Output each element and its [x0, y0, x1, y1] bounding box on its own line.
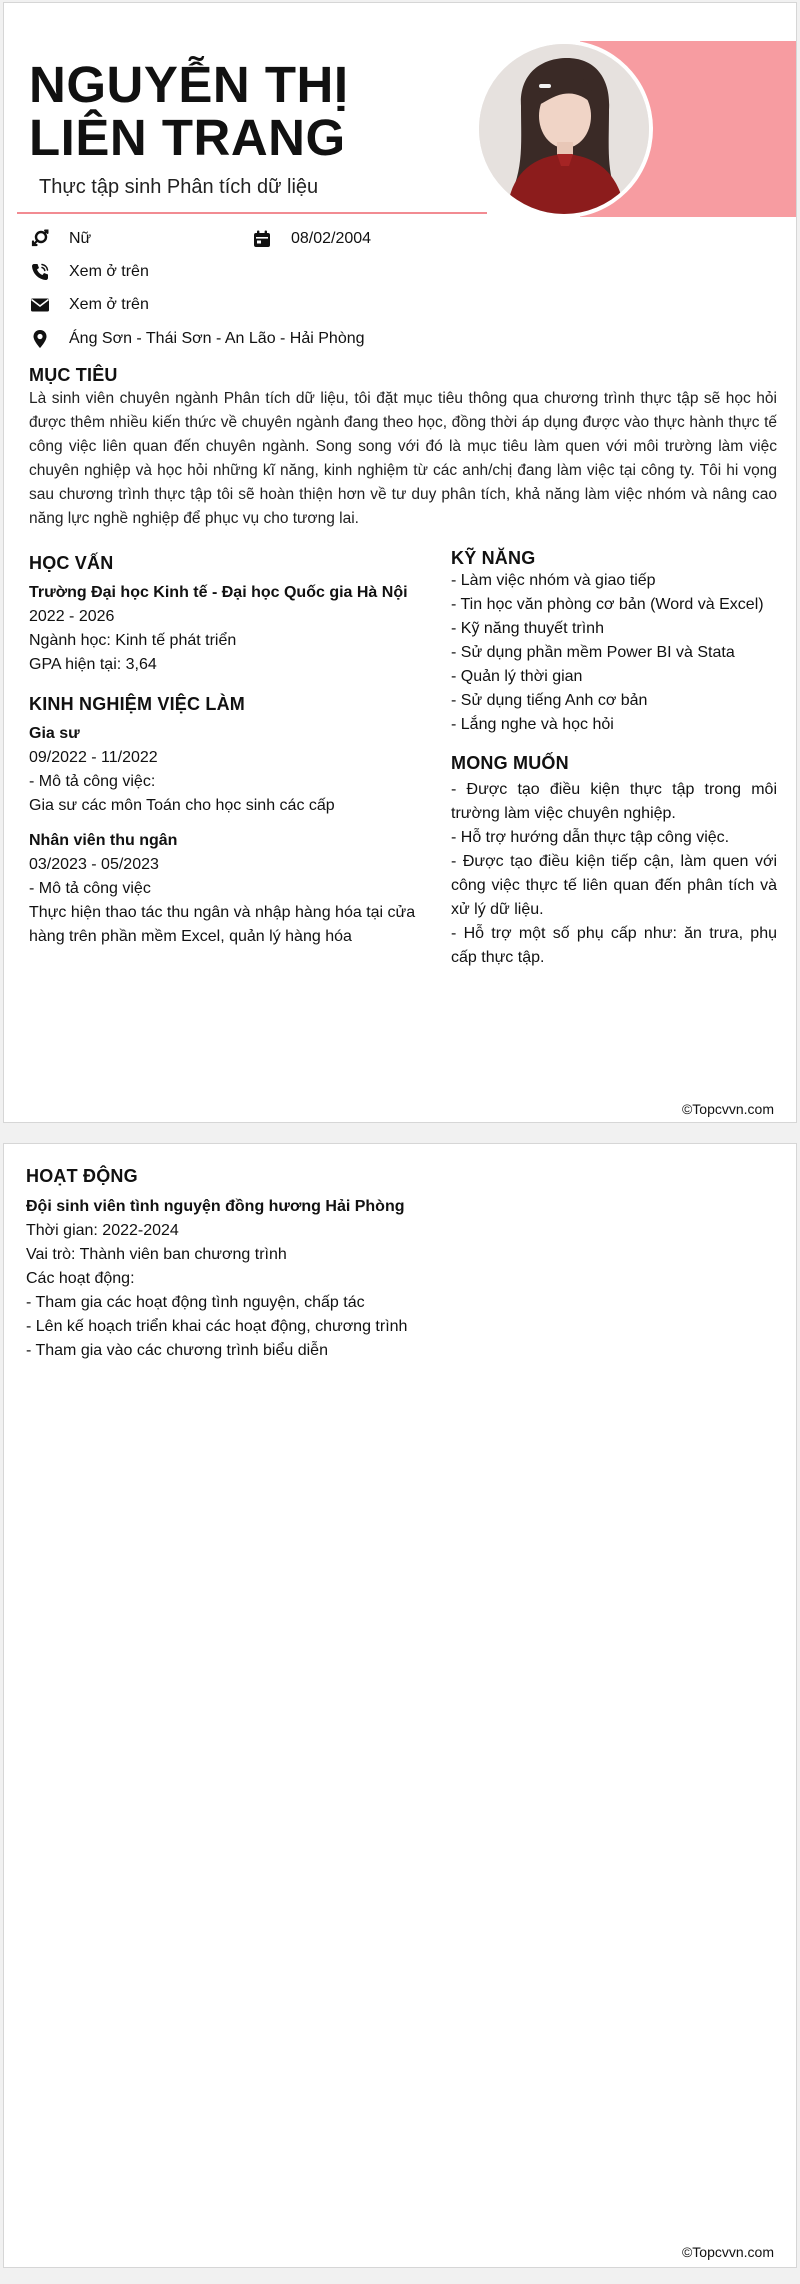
- skill-item: - Kỹ năng thuyết trình: [451, 620, 604, 637]
- envelope-icon: [29, 294, 51, 316]
- avatar: [479, 44, 649, 214]
- objective-title: MỤC TIÊU: [29, 365, 118, 385]
- footer-brand: ©Topcvvn.com: [681, 1101, 774, 1117]
- cv-page-1: [3, 2, 797, 1123]
- avatar-photo: [479, 44, 649, 214]
- activity-item: - Tham gia các hoạt động tình nguyện, chấp tác: [26, 1294, 365, 1311]
- birthday-value: 08/02/2004: [291, 230, 372, 247]
- objective-text: Là sinh viên chuyên ngành Phân tích dữ liệu, tôi đặt mục tiêu thông qua chương trình thực tập sẽ học hỏi được thêm nhiều kiến thức về chuyên ngành đang theo học, đồng thời áp dụng được vào thực hành thực tế công việc liên quan đến chuyên ngành. Song song với đó là mục tiêu làm quen với môi trường làm việc chuyên nghiệp và học hỏi những kĩ năng, kinh nghiệm từ các anh/chị đang làm việc tại công ty. Tôi hi vọng sau chương trình thực tập tôi sẽ hoàn thiện hơn về tư duy phân tích, khả năng làm việc nhóm và nâng cao năng lực nghề nghiệp để phục vụ cho tương lai.: [29, 390, 777, 527]
- job-role: Nhân viên thu ngân: [29, 832, 178, 849]
- job-period: 09/2022 - 11/2022: [29, 749, 158, 766]
- cv-page-2: [3, 1143, 797, 2268]
- email-value: Xem ở trên: [69, 296, 149, 313]
- activity-org: Đội sinh viên tình nguyện đồng hương Hải Phòng: [26, 1198, 405, 1215]
- job-desc: Gia sư các môn Toán cho học sinh các cấp: [29, 797, 335, 814]
- education-period: 2022 - 2026: [29, 608, 115, 625]
- skills-list: [451, 569, 779, 737]
- activity-item: - Lên kế hoạch triển khai các hoạt động, chương trình: [26, 1318, 408, 1335]
- contact-phone: [29, 261, 149, 283]
- candidate-name: NGUYỄN THỊ LIÊN TRANG: [29, 56, 349, 166]
- job-desc-label: - Mô tả công việc: [29, 880, 151, 897]
- candidate-position: Thực tập sinh Phân tích dữ liệu: [39, 176, 319, 198]
- wishes-list: [451, 778, 777, 970]
- job-desc-label: - Mô tả công việc:: [29, 773, 156, 790]
- address-value: Áng Sơn - Thái Sơn - An Lão - Hải Phòng: [69, 330, 365, 347]
- education-title: HỌC VẤN: [29, 553, 114, 573]
- activity-list-label: Các hoạt động:: [26, 1270, 135, 1287]
- contact-email: [29, 294, 149, 316]
- name-divider: [17, 212, 487, 214]
- job-role: Gia sư: [29, 725, 80, 742]
- wish-item: - Hỗ trợ hướng dẫn thực tập công việc.: [451, 829, 730, 846]
- footer-brand: ©Topcvvn.com: [681, 2244, 774, 2260]
- experience-block: [29, 722, 429, 949]
- wish-item: - Được tạo điều kiện tiếp cận, làm quen với công việc thực tế liên quan đến phân tích và xử lý dữ liệu.: [451, 853, 777, 918]
- job-item: [29, 722, 429, 818]
- education-major: Ngành học: Kinh tế phát triển: [29, 632, 237, 649]
- skill-item: - Lắng nghe và học hỏi: [451, 716, 614, 733]
- skill-item: - Làm việc nhóm và giao tiếp: [451, 572, 656, 589]
- skill-item: - Sử dụng phần mềm Power BI và Stata: [451, 644, 735, 661]
- contact-birthday: [251, 228, 371, 250]
- education-gpa: GPA hiện tại: 3,64: [29, 656, 157, 673]
- contact-address: [29, 328, 365, 350]
- wish-item: - Hỗ trợ một số phụ cấp như: ăn trưa, phụ cấp thực tập.: [451, 925, 777, 966]
- wish-item: - Được tạo điều kiện thực tập trong môi trường làm việc chuyên nghiệp.: [451, 781, 777, 822]
- skill-item: - Sử dụng tiếng Anh cơ bản: [451, 692, 648, 709]
- activities-block: [26, 1195, 626, 1363]
- map-pin-icon: [29, 328, 51, 350]
- gender-icon: [29, 228, 51, 250]
- education-school: Trường Đại học Kinh tế - Đại học Quốc gia Hà Nội: [29, 584, 408, 601]
- skills-title: KỸ NĂNG: [451, 548, 536, 568]
- activities-title: HOẠT ĐỘNG: [26, 1166, 138, 1186]
- job-period: 03/2023 - 05/2023: [29, 856, 159, 873]
- activity-time: Thời gian: 2022-2024: [26, 1222, 179, 1239]
- phone-icon: [29, 261, 51, 283]
- activity-item: - Tham gia vào các chương trình biểu diễn: [26, 1342, 328, 1359]
- job-desc: Thực hiện thao tác thu ngân và nhập hàng hóa tại cửa hàng trên phần mềm Excel, quản lý hàng hóa: [29, 904, 416, 945]
- activity-role: Vai trò: Thành viên ban chương trình: [26, 1246, 287, 1263]
- gender-value: Nữ: [69, 230, 92, 247]
- wishes-title: MONG MUỐN: [451, 753, 569, 773]
- skill-item: - Tin học văn phòng cơ bản (Word và Excel): [451, 596, 764, 613]
- phone-value: Xem ở trên: [69, 263, 149, 280]
- skill-item: - Quản lý thời gian: [451, 668, 583, 685]
- calendar-icon: [251, 228, 273, 250]
- job-item: [29, 829, 429, 949]
- contact-gender: [29, 228, 91, 250]
- experience-title: KINH NGHIỆM VIỆC LÀM: [29, 694, 246, 714]
- education-block: [29, 581, 439, 677]
